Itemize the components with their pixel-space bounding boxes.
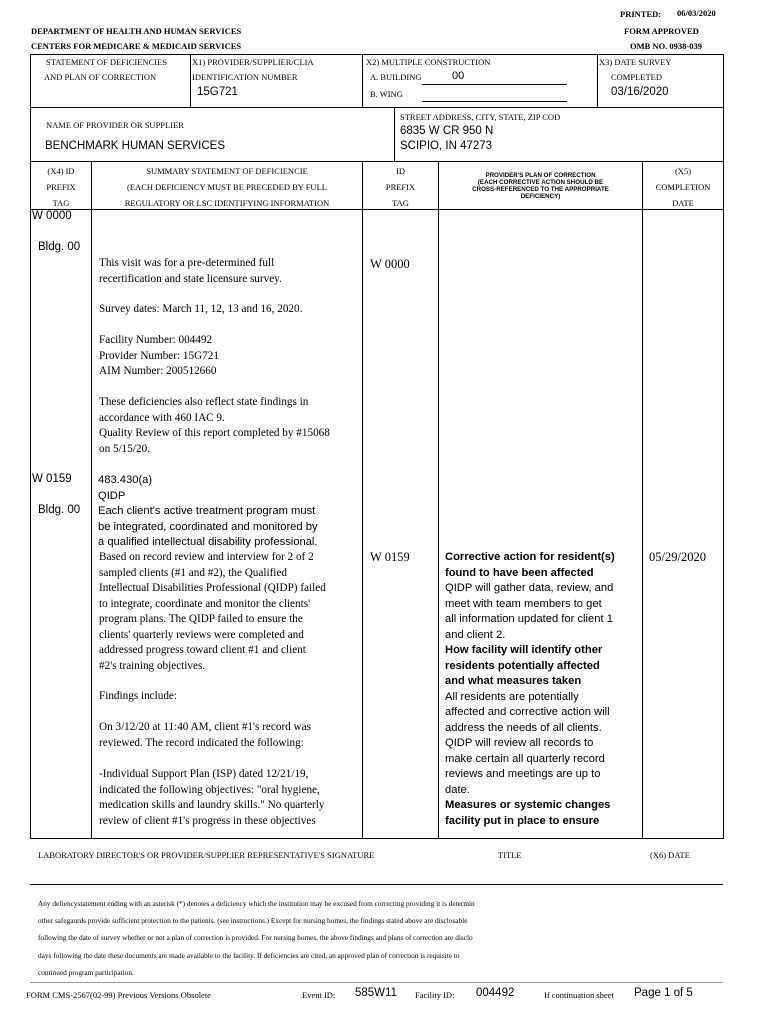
facility-id-label: Facility ID: <box>415 990 455 1000</box>
signature-label: LABORATORY DIRECTOR'S OR PROVIDER/SUPPLIER REPRESENTATIVE'S SIGNATURE <box>38 850 375 860</box>
statement-label-line2: AND PLAN OF CORRECTION <box>44 72 157 82</box>
date-label: (X6) DATE <box>650 850 690 860</box>
table-col-divider <box>362 161 363 839</box>
finding-statement: Based on record review and interview for 2 of 2 sampled clients (#1 and #2), the Qualified Intellectual Disabilities Professional (QIDP) failed to integrate, coordinate and monitor the clients' program plans. The QIDP failed to ensure the clients' quarterly reviews were completed and addressed progress toward client #1 and client #2's training objectives. <box>99 551 326 672</box>
wing-label: B. WING <box>370 89 403 99</box>
state-findings-note: These deficiencies also reflect state findings in accordance with 460 IAC 9. Quality Review of this report completed by #15068 on 5/15/20. <box>99 396 330 455</box>
address-label: STREET ADDRESS, CITY, STATE, ZIP COD <box>400 112 561 122</box>
building-label: A. BUILDING <box>370 72 422 82</box>
title-label: TITLE <box>498 850 522 860</box>
table-col-divider <box>91 161 92 839</box>
summary-intro: This visit was for a pre-determined full recertification and state licensure survey. <box>99 257 282 285</box>
table-col-divider <box>642 161 643 839</box>
provider-name-label: NAME OF PROVIDER OR SUPPLIER <box>46 120 184 130</box>
page-number: Page 1 of 5 <box>634 987 693 999</box>
printed-label: PRINTED: <box>620 9 662 19</box>
form-cell-divider <box>190 54 191 108</box>
tag-w0159: W 0159 <box>32 473 72 485</box>
centers-title: CENTERS FOR MEDICARE & MEDICAID SERVICES <box>31 41 242 51</box>
building-value: 00 <box>452 70 465 82</box>
findings-include: Findings include: <box>99 690 178 702</box>
signature-bottom-border <box>30 884 723 885</box>
isp-note: -Individual Support Plan (ISP) dated 12/21/19, indicated the following objectives: "oral hygiene, medication skills and laundry skills." No quarterly review of client #1's progress in these objectives <box>99 768 325 827</box>
footer-divider <box>30 982 723 983</box>
multiple-construction-label: X2) MULTIPLE CONSTRUCTION <box>366 57 491 67</box>
id-tag-w0159: W 0159 <box>370 550 410 564</box>
regulation-text: 483.430(a) QIDP Each client's active treatment program must be integrated, coordinated and monitored by a qualified intellectual disability professional. <box>98 474 318 548</box>
form-cell-divider <box>394 107 395 162</box>
form-right-border <box>723 54 724 839</box>
table-bottom-border <box>30 838 723 839</box>
id-tag-w0000: W 0000 <box>370 257 410 271</box>
event-id-label: Event ID: <box>302 990 336 1000</box>
form-cell-divider <box>597 54 598 108</box>
provider-id-label-line1: X1) PROVIDER/SUPPLIER/CLIA <box>192 57 314 67</box>
record-review-note: On 3/12/20 at 11:40 AM, client #1's record was reviewed. The record indicated the following: <box>99 721 311 749</box>
tag-w0000: W 0000 <box>32 210 72 222</box>
address-line1: 6835 W CR 950 N <box>400 125 494 137</box>
statement-label-line1: STATEMENT OF DEFICIENCIES <box>46 57 168 67</box>
survey-dates: Survey dates: March 11, 12, 13 and 16, 2020. <box>99 303 303 315</box>
building-tag: Bldg. 00 <box>38 241 81 253</box>
form-row-divider <box>30 107 723 108</box>
x4-header: (X4) ID PREFIX TAG <box>46 166 76 208</box>
provider-id-label-line2: IDENTIFICATION NUMBER <box>192 72 298 82</box>
date-completed-value: 03/16/2020 <box>611 86 669 98</box>
omb-number: OMB NO. 0938-039 <box>630 41 703 51</box>
plan-of-correction: Corrective action for resident(s) found to have been affected QIDP will gather data, review, and meet with team members to get all information updated for client 1 and client 2. How facility will identify other residents potentially affected and what measures taken All residents are potentially affected and corrective action will address the needs of all clients. QIDP will review all records to make certain all quarterly record reviews and meetings are up to date. Measures or systemic changes facility put in place to ensure <box>445 551 615 827</box>
building-tag: Bldg. 00 <box>38 504 81 516</box>
form-number: FORM CMS-2567(02-99) Previous Versions Obsolete <box>26 990 211 1000</box>
facility-numbers: Facility Number: 004492 Provider Number: 15G721 AIM Number: 200512660 <box>99 334 219 377</box>
form-cell-divider <box>362 54 363 108</box>
printed-date: 06/03/2020 <box>677 8 716 18</box>
event-id-value: 585W11 <box>355 987 397 999</box>
continuation-label: If continuation sheet <box>544 990 614 1000</box>
completion-date: 05/29/2020 <box>649 550 706 564</box>
plan-header: PROVIDER'S PLAN OF CORRECTION (EACH CORRECTIVE ACTION SHOULD BE CROSS-REFERENCED TO THE APPROPRIATE DEFICIENCY) <box>472 172 609 200</box>
form-top-border <box>30 54 723 55</box>
date-survey-label-line1: X3) DATE SURVEY <box>599 57 672 67</box>
address-line2: SCIPIO, IN 47273 <box>400 140 493 152</box>
table-col-divider <box>438 161 439 839</box>
form-row-divider <box>30 161 723 162</box>
date-survey-label-line2: COMPLETED <box>611 72 662 82</box>
x5-header: (X5) COMPLETION DATE <box>655 166 711 208</box>
facility-id-value: 004492 <box>476 987 515 999</box>
summary-header: SUMMARY STATEMENT OF DEFICIENCIE (EACH DEFICIENCY MUST BE PRECEDED BY FULL REGULATORY OR LSC IDENTIFYING INFORMATION <box>124 166 330 208</box>
id-header: ID PREFIX TAG <box>385 166 416 208</box>
building-underline <box>422 84 567 85</box>
provider-id-value: 15G721 <box>197 86 238 98</box>
provider-name-value: BENCHMARK HUMAN SERVICES <box>45 140 225 152</box>
form-approved: FORM APPROVED <box>624 26 699 36</box>
department-title: DEPARTMENT OF HEALTH AND HUMAN SERVICES <box>31 26 242 36</box>
wing-underline <box>422 101 567 102</box>
disclaimer-text: Any defiencystatement ending with an asterisk (*) denotes a deficiency which the institution may be excused from correcting providing it is determin other safegaurds provide sufficient protection to the patients. (see instructions.) Except for nursing homes, the findings stated above are disclosable following the date of survey whether or not a plan of correction is provided. For nursing homes, the above findings and plans of correction are disclo days following the date these documents are made available to the facility. If deficiencies are cited, an approved plan of correction is requisite to continued program participation. <box>38 899 475 977</box>
